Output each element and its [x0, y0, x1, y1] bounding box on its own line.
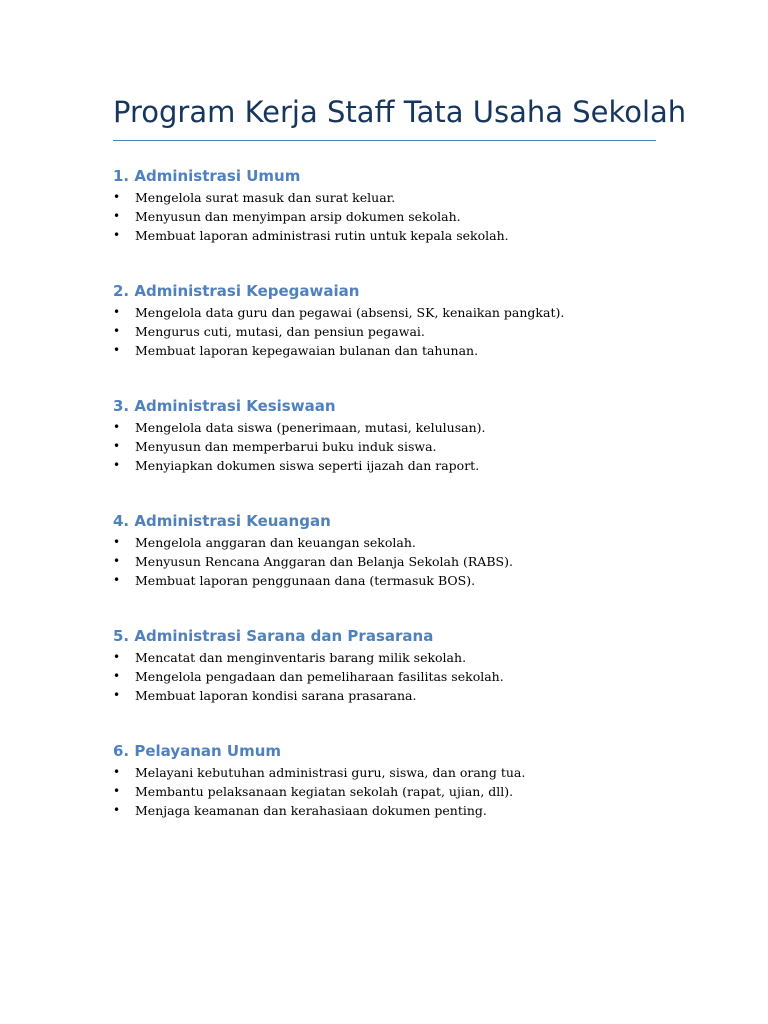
bullet-icon: • [113, 765, 121, 779]
bullet-icon: • [113, 650, 121, 664]
bullet-list [113, 648, 656, 705]
list-item [113, 188, 656, 207]
bullet-icon: • [113, 669, 121, 683]
list-item [113, 456, 656, 475]
list-item [113, 801, 656, 820]
section-heading: 1. Administrasi Umum [113, 167, 301, 185]
list-item-text: Melayani kebutuhan administrasi guru, siswa, dan orang tua. [135, 765, 526, 780]
bullet-icon: • [113, 439, 121, 453]
bullet-icon: • [113, 803, 121, 817]
list-item-text: Membuat laporan kondisi sarana prasarana. [135, 688, 417, 703]
bullet-list [113, 763, 656, 820]
list-item-text: Menyusun dan menyimpan arsip dokumen sekolah. [135, 209, 461, 224]
section-administrasi-umum [113, 166, 656, 245]
bullet-icon: • [113, 190, 121, 204]
list-item-text: Mengelola anggaran dan keuangan sekolah. [135, 535, 416, 550]
list-item [113, 533, 656, 552]
section-heading: 2. Administrasi Kepegawaian [113, 282, 360, 300]
list-item-text: Mengurus cuti, mutasi, dan pensiun pegawai. [135, 324, 425, 339]
list-item [113, 303, 656, 322]
section-administrasi-sarana-prasarana [113, 626, 656, 705]
section-administrasi-kepegawaian [113, 281, 656, 360]
list-item-text: Mencatat dan menginventaris barang milik sekolah. [135, 650, 467, 665]
list-item [113, 207, 656, 226]
bullet-icon: • [113, 228, 121, 242]
bullet-icon: • [113, 209, 121, 223]
section-heading: 5. Administrasi Sarana dan Prasarana [113, 627, 434, 645]
bullet-icon: • [113, 535, 121, 549]
list-item [113, 571, 656, 590]
list-item [113, 686, 656, 705]
bullet-icon: • [113, 784, 121, 798]
list-item [113, 552, 656, 571]
list-item [113, 782, 656, 801]
bullet-list [113, 303, 656, 360]
bullet-icon: • [113, 305, 121, 319]
bullet-list [113, 533, 656, 590]
page-title: Program Kerja Staff Tata Usaha Sekolah [113, 92, 656, 141]
bullet-icon: • [113, 420, 121, 434]
list-item [113, 322, 656, 341]
list-item-text: Membantu pelaksanaan kegiatan sekolah (rapat, ujian, dll). [135, 784, 514, 799]
list-item-text: Membuat laporan penggunaan dana (termasuk BOS). [135, 573, 476, 588]
list-item [113, 226, 656, 245]
list-item [113, 648, 656, 667]
bullet-icon: • [113, 554, 121, 568]
bullet-icon: • [113, 458, 121, 472]
list-item-text: Menyusun dan memperbarui buku induk siswa. [135, 439, 437, 454]
section-administrasi-keuangan [113, 511, 656, 590]
list-item-text: Mengelola data siswa (penerimaan, mutasi, kelulusan). [135, 420, 486, 435]
bullet-list [113, 418, 656, 475]
list-item-text: Membuat laporan administrasi rutin untuk kepala sekolah. [135, 228, 509, 243]
section-pelayanan-umum [113, 741, 656, 820]
list-item-text: Membuat laporan kepegawaian bulanan dan tahunan. [135, 343, 479, 358]
list-item-text: Menyusun Rencana Anggaran dan Belanja Sekolah (RABS). [135, 554, 513, 569]
bullet-icon: • [113, 324, 121, 338]
bullet-list [113, 188, 656, 245]
bullet-icon: • [113, 573, 121, 587]
bullet-icon: • [113, 343, 121, 357]
list-item [113, 763, 656, 782]
bullet-icon: • [113, 688, 121, 702]
list-item [113, 437, 656, 456]
section-heading: 3. Administrasi Kesiswaan [113, 397, 336, 415]
list-item-text: Mengelola pengadaan dan pemeliharaan fasilitas sekolah. [135, 669, 504, 684]
list-item-text: Menjaga keamanan dan kerahasiaan dokumen penting. [135, 803, 487, 818]
section-administrasi-kesiswaan [113, 396, 656, 475]
section-heading: 6. Pelayanan Umum [113, 742, 282, 760]
document-page [113, 92, 687, 820]
list-item-text: Mengelola data guru dan pegawai (absensi, SK, kenaikan pangkat). [135, 305, 565, 320]
list-item [113, 667, 656, 686]
list-item [113, 418, 656, 437]
section-heading: 4. Administrasi Keuangan [113, 512, 331, 530]
list-item-text: Mengelola surat masuk dan surat keluar. [135, 190, 396, 205]
list-item-text: Menyiapkan dokumen siswa seperti ijazah dan raport. [135, 458, 480, 473]
list-item [113, 341, 656, 360]
